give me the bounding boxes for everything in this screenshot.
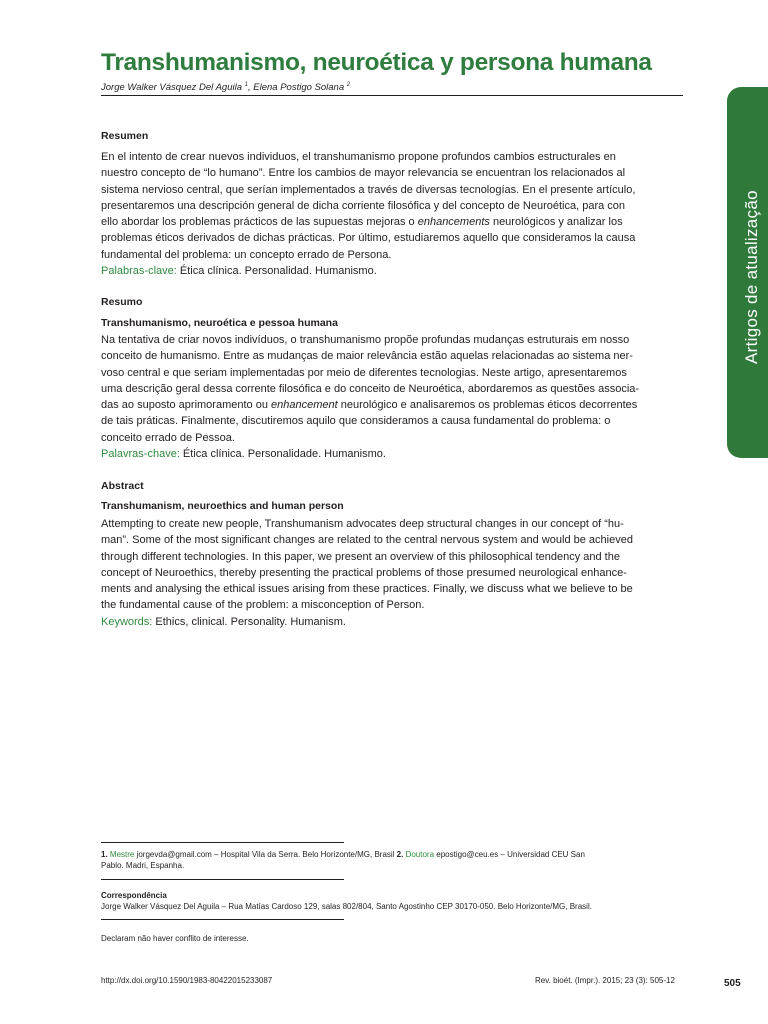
abstract-body	[101, 516, 683, 630]
resumo-line: conceito de humanismo. Entre as mudanças de maior relevância estão aquelas relacionadas ao sistema ner-	[101, 350, 633, 363]
conflict-statement: Declaram não haver conflito de interesse.	[101, 934, 249, 943]
resumo-keywords-label: Palavras-chave:	[101, 448, 180, 461]
resumen-keywords	[101, 263, 683, 279]
doi-link[interactable]: http://dx.doi.org/10.1590/1983-80422015233087	[101, 976, 273, 985]
resumen-body	[101, 149, 683, 279]
abstract-keywords	[101, 614, 683, 630]
article-title: Transhumanismo, neuroética y persona humana	[101, 49, 652, 76]
affil-title-1: Mestre	[109, 850, 135, 859]
page-number: 505	[724, 978, 741, 989]
resumo-body	[101, 332, 683, 462]
resumo-line: uma descrição geral dessa corrente filosófica e do conceito de Neuroética, abordaremos as questões associa-	[101, 382, 640, 395]
resumen-keywords-label: Palabras-clave:	[101, 265, 177, 278]
abstract-line: Attempting to create new people, Transhumanism advocates deep structural changes in our concept of “hu-	[101, 518, 624, 530]
resumo-keywords-text: Ética clínica. Personalidade. Humanismo.	[179, 448, 386, 461]
resumen-line: problemas éticos derivados de dichas prácticas. Por último, estudiaremos aquello que consideramos la causa	[101, 232, 636, 245]
resumo-line: Na tentativa de criar novos indivíduos, o transhumanismo propõe profundas mudanças estruturais em nosso	[101, 334, 630, 346]
resumo-keywords	[101, 446, 683, 462]
conflict-rule	[101, 919, 344, 920]
correspondence-rule	[101, 879, 344, 880]
abstract-line: through different technologies. In this paper, we present an overview of this philosophical tendency and the	[101, 550, 620, 563]
resumen-line: ello abordar los problemas prácticos de las supuestas mejoras o enhancements neurológicos y analizar los	[101, 216, 623, 229]
author-1: Jorge Walker Vásquez Del Aguila	[101, 82, 242, 94]
footnote-rule	[101, 842, 344, 843]
author-line	[101, 79, 681, 94]
affiliation-line-2: Pablo. Madri, Espanha.	[101, 861, 185, 870]
affil-text-1: jorgevda@gmail.com – Hospital Vila da Serra. Belo Horizonte/MG, Brasil	[134, 850, 397, 859]
resumo-line: conceito errado de Pessoa.	[101, 431, 235, 444]
resumen-line: sistema nervioso central, que serían implementados a través de diversas tecnologías. En el presente artículo,	[101, 183, 636, 196]
resumen-keywords-text: Ética clínica. Personalidad. Humanismo.	[176, 265, 377, 278]
abstract-heading: Abstract	[101, 480, 144, 492]
author-separator: ,	[247, 82, 254, 94]
resumen-line: En el intento de crear nuevos individuos, el transhumanismo propone profundos cambios estructurales en	[101, 151, 616, 163]
resumen-line: nuestro concepto de “lo humano”. Entre los cambios de mayor relevancia se encuentran los relacionados al	[101, 167, 626, 180]
resumo-line: voso central e que seriam implementadas por meio de diferentes tecnologias. Neste artigo, apresentaremos	[101, 366, 627, 379]
resumo-heading: Resumo	[101, 296, 143, 308]
abstract-line: the fundamental cause of the problem: a misconception of Person.	[101, 599, 425, 612]
section-side-tab-label: Artigos de atualização	[742, 190, 761, 364]
resumo-line: das ao suposto aprimoramento ou enhancement neurológico e analisaremos os problemas éticos decorrentes	[101, 399, 638, 412]
abstract-keywords-label: Keywords:	[101, 615, 153, 628]
resumo-line: de tais práticas. Finalmente, discutiremos aquilo que consideramos a causa fundamental do problema: o	[101, 415, 611, 428]
affil-title-2: Doutora	[405, 850, 435, 859]
resumo-subtitle: Transhumanismo, neuroética e pessoa humana	[101, 317, 338, 329]
affil-text-2: epostigo@ceu.es – Universidad CEU San	[434, 850, 585, 859]
affil-num-1: 1.	[101, 850, 108, 859]
author-1-marker: 1	[244, 82, 248, 88]
affiliation-line	[101, 849, 685, 860]
abstract-keywords-text: Ethics, clinical. Personality. Humanism.	[152, 615, 346, 628]
correspondence	[101, 890, 685, 912]
resumen-line: presentaremos una descripción general de dicha corriente filosófica y del concepto de Neuroética, para con	[101, 199, 626, 212]
affiliations	[101, 849, 685, 871]
journal-citation: Rev. bioét. (Impr.). 2015; 23 (3): 505-12	[535, 976, 675, 985]
affil-num-2: 2.	[396, 850, 404, 859]
correspondence-heading: Correspondência	[101, 891, 167, 900]
author-2-marker: 2	[346, 82, 351, 88]
abstract-line: concept of Neuroethics, thereby presenting the practical problems of those presumed neurological enhance-	[101, 566, 627, 579]
title-rule	[101, 95, 683, 96]
author-2: Elena Postigo Solana	[253, 82, 345, 94]
resumen-heading: Resumen	[101, 130, 149, 142]
correspondence-text: Jorge Walker Vásquez Del Aguila – Rua Matías Cardoso 129, salas 802/804, Santo Agostinho CEP 30170-050. Belo Horizonte/MG, Brasil.	[101, 902, 592, 911]
abstract-line: ments and analysing the ethical issues arising from these practices. Finally, we discuss what we believe to be	[101, 583, 633, 596]
resumen-line: fundamental del problema: un concepto errado de Persona.	[101, 248, 392, 261]
abstract-line: man”. Some of the most significant changes are related to the central nervous system and would be achieved	[101, 534, 633, 547]
abstract-subtitle: Transhumanism, neuroethics and human person	[101, 500, 344, 512]
